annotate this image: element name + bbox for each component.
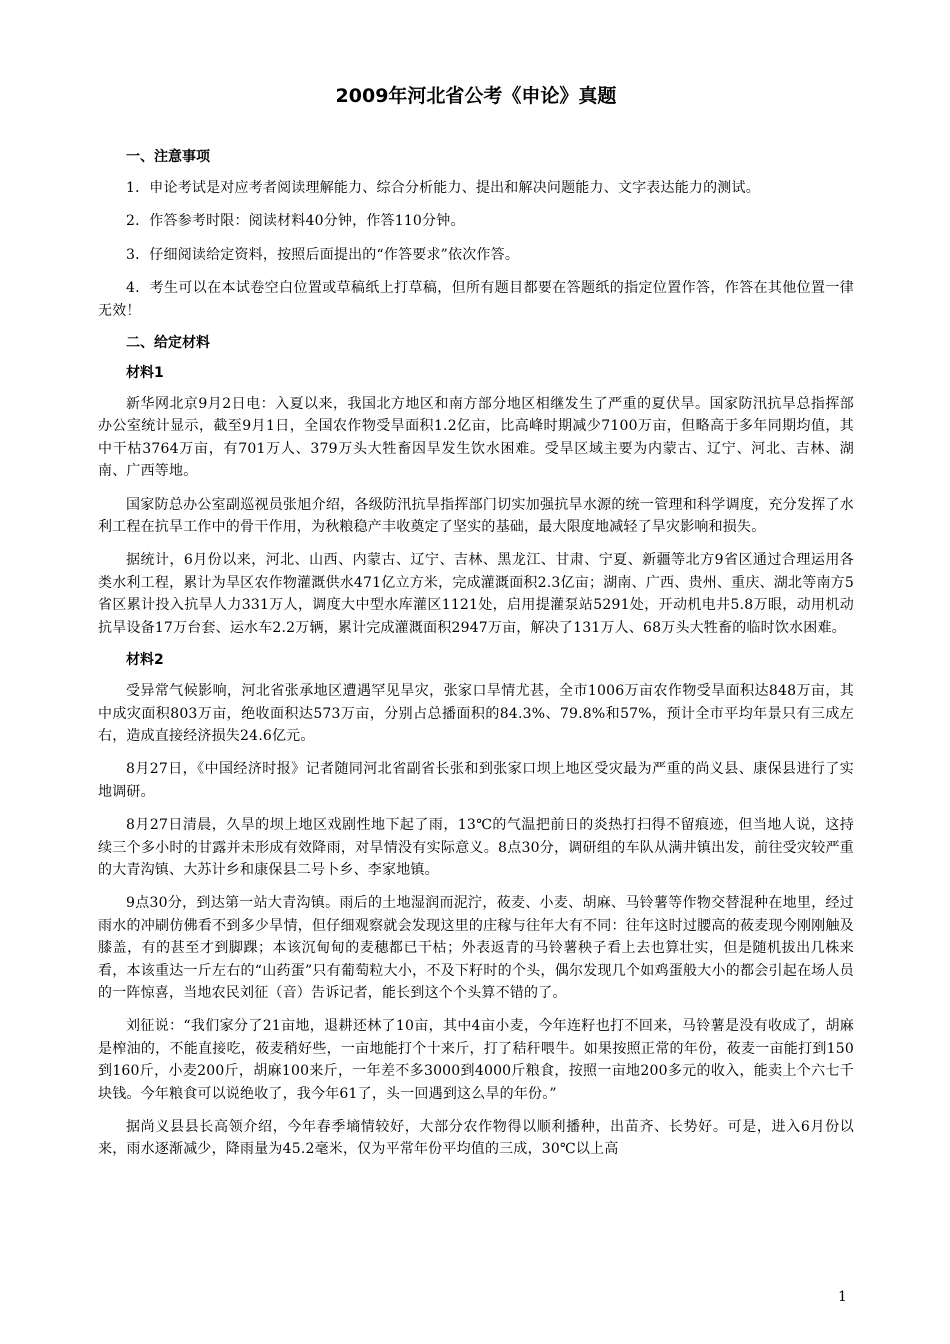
notes-item: 3．仔细阅读给定资料，按照后面提出的“作答要求”依次作答。 xyxy=(126,246,520,263)
section-heading-notes: 一、注意事项 xyxy=(126,149,210,165)
material-2-label: 材料2 xyxy=(126,652,164,669)
material-2-paragraph: 8月27日，《中国经济时报》记者随同河北省副省长张和到张家口坝上地区受灾最为严重的尚义县、康保县进行了实地调研。 xyxy=(98,761,854,800)
material-1-paragraph: 国家防总办公室副巡视员张旭介绍，各级防汛抗旱指挥部门切实加强抗旱水源的统一管理和科学调度，充分发挥了水利工程在抗旱工作中的骨干作用，为秋粮稳产丰收奠定了坚实的基础，最大限度地减轻了旱灾影响和损失。 xyxy=(98,496,854,536)
material-2-paragraph: 9点30分，到达第一站大青沟镇。雨后的土地湿润而泥泞，莜麦、小麦、胡麻、马铃薯等作物交替混种在地里，经过雨水的冲刷仿佛看不到多少旱情，但仔细观察就会发现这里的庄稼与往年大有不同：往年这时过腰高的莜麦现今刚刚触及膝盖，有的甚至才到脚踝；本该沉甸甸的麦穗都已干枯；外表返青的马铃薯秧子看上去也算壮实，但是随机拔出几株来看，本该重达一斤左右的“山药蛋”只有葡萄粒大小，不及下籽时的个头，偶尔发现几个如鸡蛋般大小的都会引起在场人员的一阵惊喜，当地农民刘征（音）告诉记者，能长到这个个头算不错的了。 xyxy=(98,895,854,1001)
material-2-paragraph: 刘征说：“我们家分了21亩地，退耕还林了10亩，其中4亩小麦，今年连籽也打不回来，马铃薯是没有收成了，胡麻是榨油的，不能直接吃，莜麦稍好些，一亩地能打个十来斤，打了秸秆喂牛。如果按照正常的年份，莜麦一亩能打到150到160斤，小麦200斤，胡麻100来斤，一年差不多3000到4000斤粮食，按照一亩地200多元的收入，能卖上个六七千块钱。今年粮食可以说绝收了，我今年61了，头一回遇到这么旱的年份。” xyxy=(98,1018,854,1102)
material-2-paragraph: 8月27日清晨，久旱的坝上地区戏剧性地下起了雨，13℃的气温把前日的炎热打扫得不留痕迹，但当地人说，这持续三个多小时的甘露并未形成有效降雨，对旱情没有实际意义。8点30分，调研组的车队从满井镇出发，前往受灾较严重的大青沟镇、大苏计乡和康保县二号卜乡、李家地镇。 xyxy=(98,817,854,878)
notes-item: 1．申论考试是对应考者阅读理解能力、综合分析能力、提出和解决问题能力、文字表达能力的测试。 xyxy=(126,180,760,196)
notes-item: 4．考生可以在本试卷空白位置或草稿纸上打草稿，但所有题目都要在答题纸的指定位置作答，作答在其他位置一律无效！ xyxy=(98,280,854,319)
material-2-paragraph: 受异常气候影响，河北省张承地区遭遇罕见旱灾，张家口旱情尤甚，全市1006万亩农作物受旱面积达848万亩，其中成灾面积803万亩，绝收面积达573万亩，分别占总播面积的84.3%、79.8%和57%，预计全市平均年景只有三成左右，造成直接经济损失24.6亿元。 xyxy=(98,683,854,744)
material-1-label: 材料1 xyxy=(126,365,164,382)
document-title: 2009年河北省公考《申论》真题 xyxy=(335,85,617,107)
page-number: 1 xyxy=(838,1289,847,1305)
section-heading-materials: 二、给定材料 xyxy=(126,335,210,352)
notes-item: 2．作答参考时限：阅读材料40分钟，作答110分钟。 xyxy=(126,213,465,230)
material-1-paragraph: 新华网北京9月2日电：入夏以来，我国北方地区和南方部分地区相继发生了严重的夏伏旱。国家防汛抗旱总指挥部办公室统计显示，截至9月1日，全国农作物受旱面积1.2亿亩，比高峰时期减少7100万亩，但略高于多年同期均值，其中干枯3764万亩，有701万人、379万头大牲畜因旱发生饮水困难。受旱区域主要为内蒙古、辽宁、河北、吉林、湖南、广西等地。 xyxy=(98,396,854,480)
document-page xyxy=(98,82,854,1172)
material-2-paragraph: 据尚义县县长高领介绍，今年春季墒情较好，大部分农作物得以顺利播种，出苗齐、长势好。可是，进入6月份以来，雨水逐渐减少，降雨量为45.2毫米，仅为平常年份平均值的三成，30℃以上高 xyxy=(98,1119,854,1158)
material-1-paragraph: 据统计，6月份以来，河北、山西、内蒙古、辽宁、吉林、黑龙江、甘肃、宁夏、新疆等北方9省区通过合理运用各类水利工程，累计为旱区农作物灌溉供水471亿立方米，完成灌溉面积2.3亿亩；湖南、广西、贵州、重庆、湖北等南方5省区累计投入抗旱人力331万人，调度大中型水库灌区1121处，启用提灌泵站5291处，开动机电井5.8万眼，动用机动抗旱设备17万台套、运水车2.2万辆，累计完成灌溉面积2947万亩，解决了131万人、68万头大牲畜的临时饮水困难。 xyxy=(98,552,854,636)
